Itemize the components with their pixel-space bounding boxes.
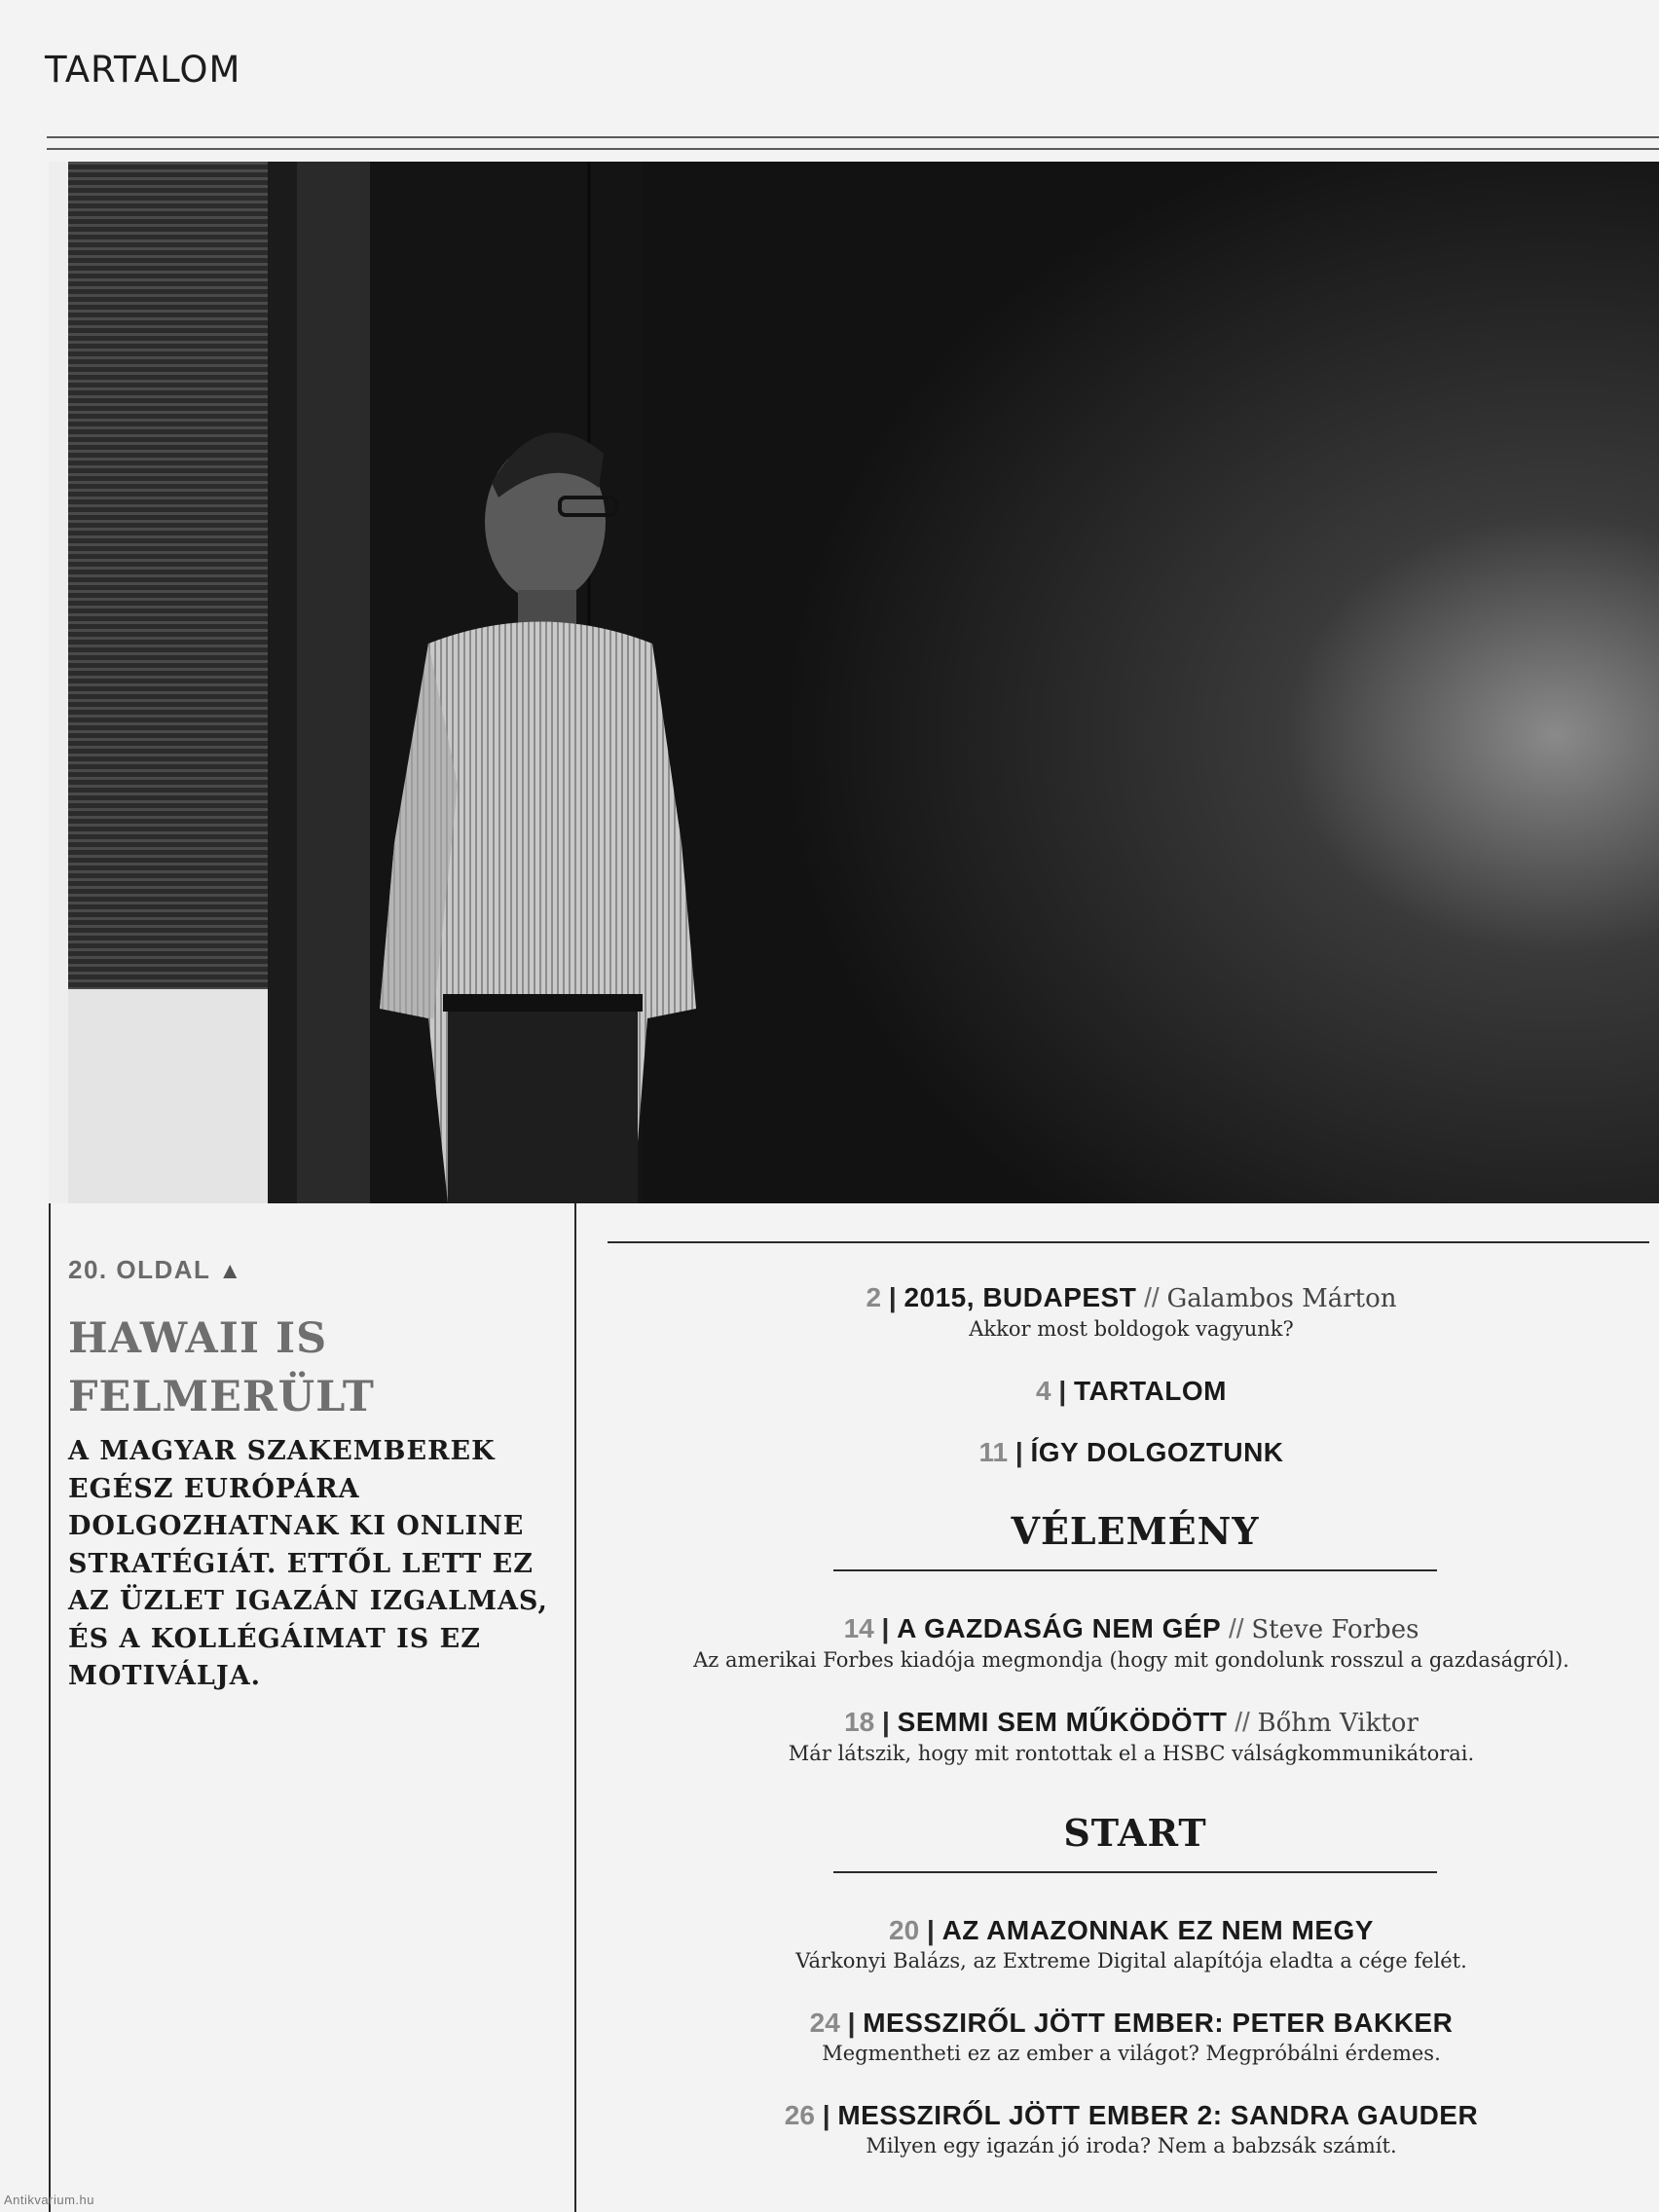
entry-page-number: 4 <box>1036 1376 1051 1406</box>
entry-author: Steve Forbes <box>1251 1615 1419 1644</box>
entry-title: AZ AMAZONNAK EZ NEM MEGY <box>941 1915 1374 1945</box>
feature-photo <box>49 162 1659 1203</box>
section-rule <box>833 1569 1437 1571</box>
author-separator: // <box>1229 1613 1244 1643</box>
author-separator: // <box>1235 1707 1250 1737</box>
entry-page-number: 20 <box>889 1915 920 1945</box>
author-separator: // <box>1144 1282 1160 1312</box>
entry-subtitle: Már látszik, hogy mit rontottak el a HSBC válságkommunikátorai. <box>788 1742 1475 1765</box>
section-heading-velemeny: VÉLEMÉNY <box>1011 1509 1260 1553</box>
toc-entry[interactable] <box>604 2099 1659 2159</box>
entry-title: 2015, BUDAPEST <box>903 1282 1137 1312</box>
toc-entry[interactable] <box>604 1281 1659 1343</box>
toc-entry[interactable] <box>604 1436 1659 1469</box>
entry-title: ÍGY DOLGOZTUNK <box>1030 1437 1284 1467</box>
entry-subtitle: Várkonyi Balázs, az Extreme Digital alapítója eladta a cége felét. <box>795 1949 1467 1972</box>
toc-entry[interactable] <box>604 1612 1659 1674</box>
entry-separator: | <box>1014 1437 1023 1467</box>
feature-title: HAWAII IS FELMERÜLT <box>68 1314 375 1421</box>
entry-title: TARTALOM <box>1074 1376 1227 1406</box>
entry-separator: | <box>822 2100 830 2130</box>
entry-page-number: 11 <box>978 1437 1009 1467</box>
entry-title: SEMMI SEM MŰKÖDÖTT <box>897 1707 1228 1737</box>
entry-separator: | <box>881 1613 890 1643</box>
toc-entry[interactable] <box>604 1375 1659 1408</box>
triangle-up-icon: ▲ <box>218 1258 243 1284</box>
entry-title: MESSZIRŐL JÖTT EMBER: PETER BAKKER <box>863 2008 1454 2038</box>
entry-subtitle: Akkor most boldogok vagyunk? <box>969 1317 1294 1341</box>
entry-page-number: 26 <box>784 2100 815 2130</box>
entry-page-number: 14 <box>843 1613 874 1643</box>
entry-title: MESSZIRŐL JÖTT EMBER 2: SANDRA GAUDER <box>837 2100 1479 2130</box>
page-reference <box>68 1255 243 1285</box>
entry-page-number: 2 <box>866 1282 882 1312</box>
watermark: Antikvarium.hu <box>4 2193 94 2207</box>
section-rule <box>833 1871 1437 1873</box>
entry-page-number: 18 <box>844 1707 875 1737</box>
entry-subtitle: Milyen egy igazán jó iroda? Nem a babzsák számít. <box>866 2134 1397 2157</box>
entry-separator: | <box>882 1707 890 1737</box>
header-double-rule <box>47 136 1659 150</box>
entry-author: Galambos Márton <box>1166 1284 1397 1313</box>
entry-author: Bőhm Viktor <box>1257 1709 1419 1738</box>
photo-illustration <box>49 162 1659 1203</box>
toc-entry[interactable] <box>604 1706 1659 1767</box>
section-heading-start: START <box>1063 1811 1207 1855</box>
entry-separator: | <box>926 1915 935 1945</box>
entry-subtitle: Megmentheti ez az ember a világot? Megpróbálni érdemes. <box>822 2042 1441 2065</box>
entry-separator: | <box>1058 1376 1067 1406</box>
entry-title: A GAZDASÁG NEM GÉP <box>897 1613 1222 1643</box>
toc-entry[interactable] <box>604 1914 1659 1974</box>
feature-quote: A MAGYAR SZAKEMBEREK EGÉSZ EURÓPÁRA DOLGOZHATNAK KI ONLINE STRATÉGIÁT. ETTŐL LETT EZ AZ ÜZLET IGAZÁN IZGALMAS, ÉS A KOLLÉGÁIMAT IS EZ MOTIVÁLJA. <box>68 1436 548 1691</box>
section-header: TARTALOM <box>45 49 241 91</box>
entry-separator: | <box>847 2008 856 2038</box>
toc-entry[interactable] <box>604 2007 1659 2067</box>
page-reference-label: 20. OLDAL <box>68 1255 211 1284</box>
toc-top-rule <box>608 1241 1649 1243</box>
entry-separator: | <box>888 1282 897 1312</box>
entry-page-number: 24 <box>809 2008 840 2038</box>
entry-subtitle: Az amerikai Forbes kiadója megmondja (hogy mit gondolunk rosszul a gazdaságról). <box>693 1648 1569 1672</box>
